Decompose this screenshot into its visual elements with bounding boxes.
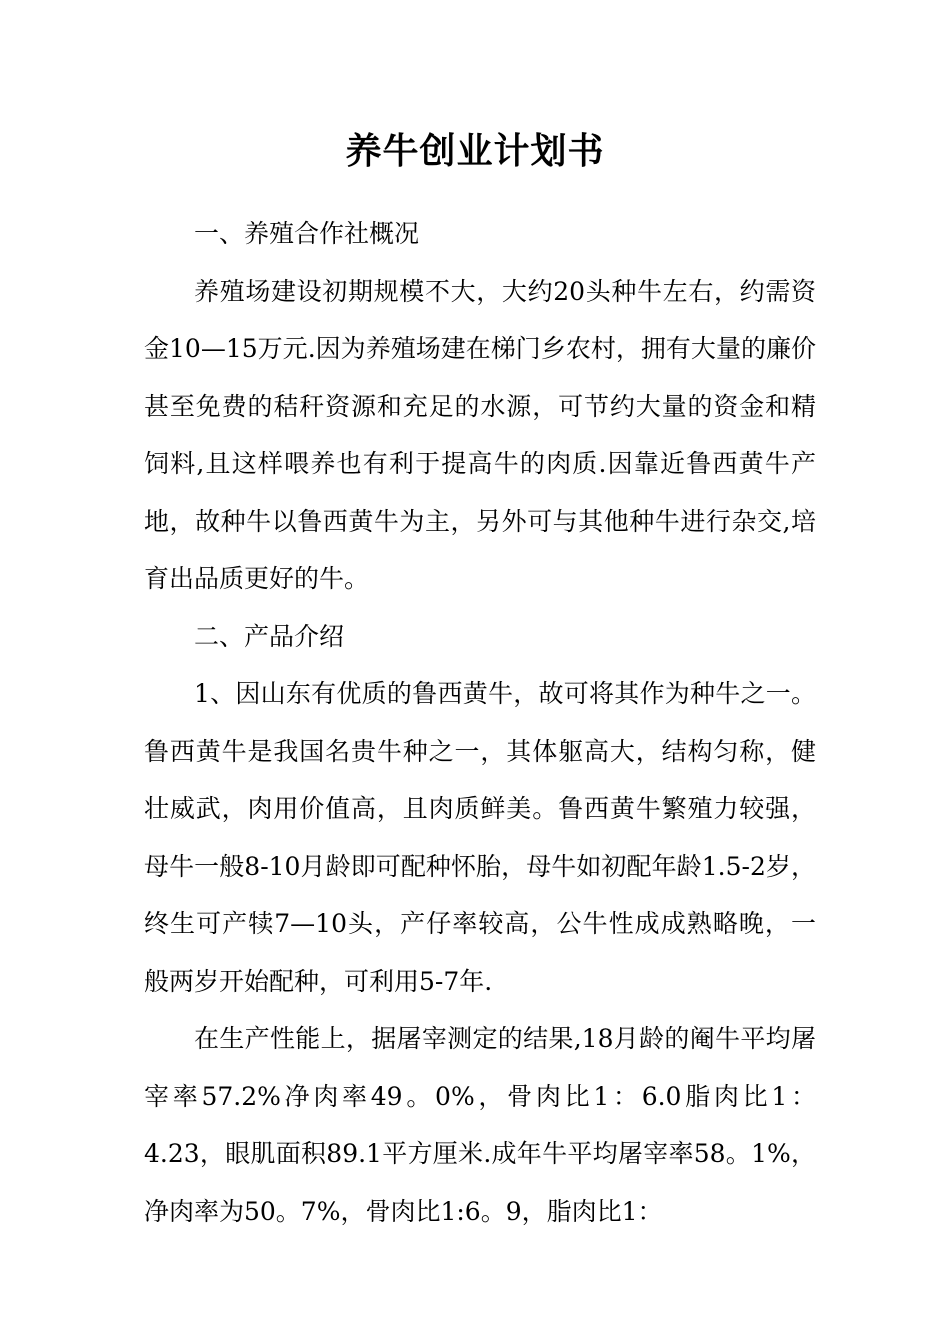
document-title: 养牛创业计划书 (345, 131, 605, 172)
section-heading: 一、养殖合作社概况 (194, 219, 420, 248)
section-heading: 二、产品介绍 (194, 621, 345, 651)
document-body (144, 205, 816, 1240)
paragraph: 在生产性能上，据屠宰测定的结果,18月龄的阉牛平均屠宰率57.2%净肉率49。0%，骨肉比1：6.0脂肉比1：4.23，眼肌面积89.1平方厘米.成年牛平均屠宰率58。1%，净肉率为50。7%，骨肉比1:6。9，脂肉比1： (144, 1024, 816, 1226)
paragraph: 1、因山东有优质的鲁西黄牛，故可将其作为种牛之一。鲁西黄牛是我国名贵牛种之一，其体躯高大，结构匀称，健壮威武，肉用价值高，且肉质鲜美。鲁西黄牛繁殖力较强，母牛一般8-10月龄即可配种怀胎，母牛如初配年龄1.5-2岁，终生可产犊7—10头，产仔率较高，公牛性成成熟略晚，一般两岁开始配种，可利用5-7年. (144, 679, 816, 996)
paragraph: 养殖场建设初期规模不大，大约20头种牛左右，约需资金10—15万元.因为养殖场建在梯门乡农村，拥有大量的廉价甚至免费的秸秆资源和充足的水源，可节约大量的资金和精饲料,且这样喂养也有利于提高牛的肉质.因靠近鲁西黄牛产地，故种牛以鲁西黄牛为主，另外可与其他种牛进行杂交,培育出品质更好的牛。 (144, 276, 816, 593)
